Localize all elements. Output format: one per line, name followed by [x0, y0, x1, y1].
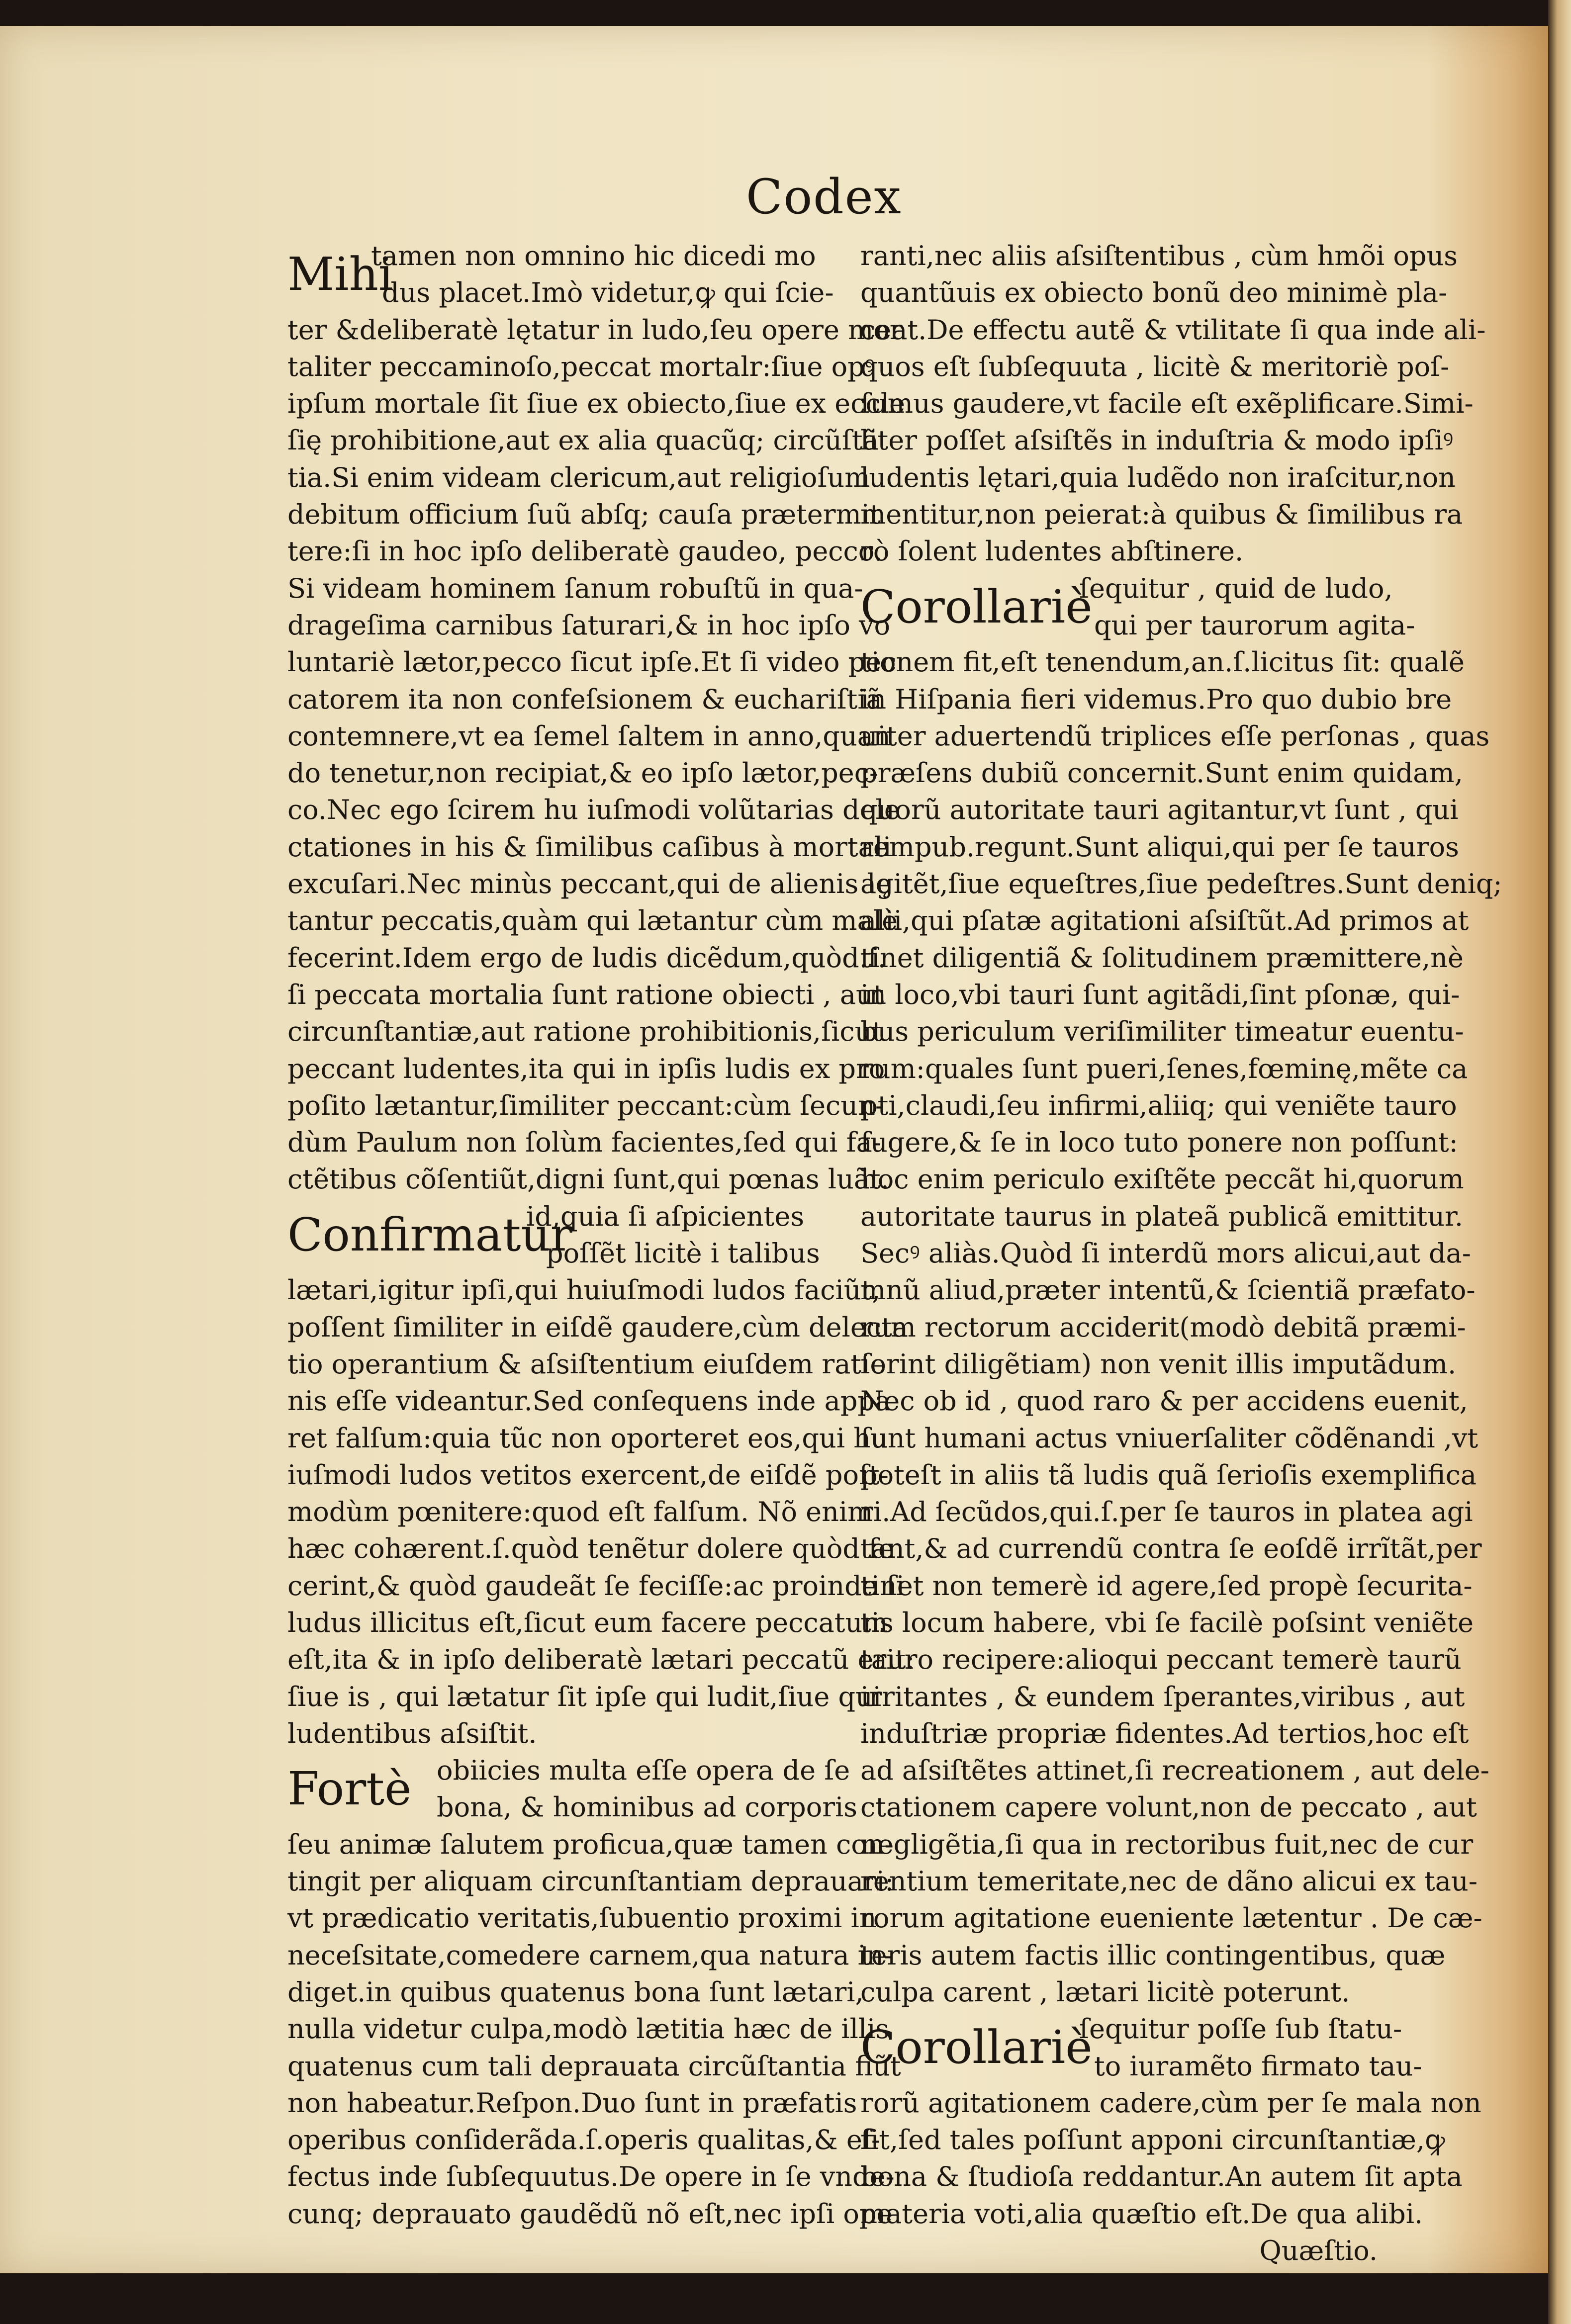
initial-word: Confirmatur [287, 1208, 572, 1261]
text-line: luntariè lætor,pecco ſicut ipſe.Et ſi video pec [287, 646, 897, 678]
text-line: tantur peccatis,quàm qui lætantur cùm malè [287, 905, 898, 937]
text-line: ctationes in his & ſimilibus caſibus à mortali [287, 831, 892, 863]
text-line: tinet diligentiã & ſolitudinem præmittere,nè [860, 942, 1464, 974]
text-line: ctẽtibus cõſentiũt,digni ſunt,qui pœnas luãt. [287, 1163, 889, 1195]
text-line: tauro recipere:alioqui peccant temerè taurũ [860, 1644, 1462, 1676]
text-line: ludentis lętari,quia ludẽdo non iraſcitur,non [860, 461, 1456, 493]
text-line: rorũ agitationem cadere,cùm per ſe mala non [860, 2087, 1481, 2119]
text-line: ſit,ſed tales poſſunt apponi circunſtantiæ,ꝙ [860, 2124, 1445, 2156]
text-line: ſię prohibitione,aut ex alia quacũq; circũſtã [287, 425, 879, 456]
text-line: rempub.regunt.Sunt aliqui,qui per ſe tauros [860, 831, 1459, 863]
text-line: ludus illicitus eſt,ſicut eum facere peccatum [287, 1607, 888, 1638]
text-line: drageſima carnibus ſaturari,& in hoc ipſo vo [287, 609, 891, 641]
catchword: Quæſtio. [1259, 2235, 1378, 2267]
text-line: ter &deliberatè lętatur in ludo,ſeu opere mor [287, 314, 903, 346]
text-line: poſito lætantur,ſimiliter peccant:cùm ſecun- [287, 1089, 885, 1121]
paragraph-lines [860, 644, 1502, 2011]
paragraph-corollarie-1 [860, 570, 1415, 644]
text-line: co.Nec ego ſcirem hu iuſmodi volũtarias dele [287, 794, 900, 826]
text-line: quorũ autoritate tauri agitantur,vt ſunt , qui [860, 794, 1459, 826]
text-line: ceat.De effectu autẽ & vtilitate ſi qua inde ali- [860, 314, 1486, 346]
paragraph-mihi [287, 238, 834, 312]
text-line: ctationem capere volunt,non de peccato , aut [860, 1791, 1477, 1823]
text-line: neceſsitate,comedere carnem,qua natura in- [287, 1939, 893, 1971]
text-line: rorum agitatione eueniente lætentur . De cæ- [860, 1902, 1482, 1934]
paragraph-lines [860, 238, 1486, 570]
paragraph-confirmatur [287, 1198, 820, 1272]
text-line: ret falſum:quia tũc non oporteret eos,qui hu [287, 1422, 888, 1454]
text-line: quatenus cum tali deprauata circũſtantia fiũt [287, 2050, 901, 2082]
text-line: fecerint.Idem ergo de ludis dicẽdum,quòd.ſ. [287, 942, 887, 974]
text-line: lætari,igitur ipſi,qui huiuſmodi ludos faciũt, [287, 1274, 881, 1306]
text-line: bus periculum veriſimiliter timeatur euentu- [860, 1016, 1464, 1048]
text-line: taliter peccaminoſo,peccat mortalr:ſiue opꝰ [287, 351, 875, 382]
text-line: Secꝰ aliàs.Quòd ſi interdũ mors alicui,aut da- [860, 1238, 1471, 1269]
text-line: ranti,nec aliis aſsiſtentibus , cùm hmõi opus [860, 240, 1458, 271]
text-line: peccant ludentes,ita qui in ipſis ludis ex pro [287, 1053, 885, 1084]
text-line: circunſtantiæ,aut ratione prohibitionis,ſicut [287, 1016, 883, 1048]
paragraph-lines [287, 1826, 901, 2233]
text-line: ſumus gaudere,vt facile eſt exẽplificare.Simi- [860, 388, 1474, 420]
text-line: iuſmodi ludos vetitos exercent,de eiſdẽ poſt- [287, 1459, 889, 1491]
text-line: nis eſſe videantur.Sed conſequens inde appa [287, 1385, 891, 1417]
text-line: ipſum mortale ſit ſiue ex obiecto,ſiue ex eccle [287, 388, 905, 420]
text-line: modùm pœnitere:quod eſt falſum. Nõ enim [287, 1496, 873, 1528]
text-line: do tenetur,non recipiat,& eo ipſo lætor,pec- [287, 757, 879, 789]
text-line: ſequitur poſſe ſub ſtatu- [1079, 2013, 1402, 2045]
text-line: fugere,& ſe in loco tuto ponere non poſſunt: [860, 1127, 1458, 1159]
text-line: in loco,vbi tauri ſunt agitãdi,ſint pſonæ, qui- [860, 979, 1460, 1010]
text-line: catorem ita non confeſsionem & euchariſtiã [287, 683, 882, 715]
text-line: operibus conſiderãda.ſ.operis qualitas,& ef- [287, 2124, 881, 2156]
text-line: agitẽt,ſiue equeſtres,ſiue pedeſtres.Sunt deniq; [860, 868, 1502, 900]
text-line: pti,claudi,ſeu infirmi,aliiq; qui veniẽte tauro [860, 1089, 1457, 1121]
text-line: culpa carent , lætari licitè poterunt. [860, 1976, 1350, 2008]
text-line: obiicies multa eſſe opera de ſe [437, 1755, 850, 1787]
text-line: id,quia ſi aſpicientes [526, 1200, 805, 1232]
initial-word: Corollariè [860, 2021, 1093, 2074]
text-line: poſſent ſimiliter in eiſdẽ gaudere,cùm delecta [287, 1311, 908, 1343]
text-line: rum rectorum acciderit(modò debitã præmi- [860, 1311, 1466, 1343]
text-line: poſſẽt licitè i talibus [546, 1238, 820, 1269]
initial-word: Fortè [287, 1762, 412, 1816]
text-line: debitum officium ſuũ abſq; cauſa prætermit [287, 499, 881, 531]
text-line: ſerint diligẽtiam) non venit illis imputãdum. [860, 1348, 1457, 1380]
text-line: non habeatur.Reſpon.Duo ſunt in præfatis [287, 2087, 857, 2119]
text-line: ri.Ad ſecũdos,qui.ſ.per ſe tauros in platea agi [860, 1496, 1473, 1528]
text-line: alii,qui pſatæ agitationi aſsiſtũt.Ad primos at [860, 905, 1469, 937]
text-line: to iuramẽto firmato tau- [1094, 2050, 1422, 2082]
text-line: teris autem factis illic contingentibus, quæ [860, 1939, 1446, 1971]
text-line: ſunt humani actus vniuerſaliter cõdẽnandi ,vt [860, 1422, 1479, 1454]
text-line: præſens dubiũ concernit.Sunt enim quidam, [860, 757, 1463, 789]
text-line: induſtriæ propriæ fidentes.Ad tertios,hoc eſt [860, 1717, 1469, 1749]
text-line: dus placet.Imò videtur,ꝙ qui ſcie- [382, 277, 834, 309]
text-line: hæc cohærent.ſ.quòd tenẽtur dolere quòd fe [287, 1533, 895, 1565]
paragraph-lines [287, 312, 905, 1198]
text-line: qui per taurorum agita- [1094, 609, 1415, 641]
text-line: autoritate taurus in plateã publicã emittitur. [860, 1200, 1464, 1232]
text-line: ſequitur , quid de ludo, [1079, 572, 1393, 604]
left-column [287, 238, 915, 2233]
text-line: tis locum habere, vbi ſe facilè poſsint veniẽte [860, 1607, 1474, 1638]
text-line: tia.Si enim videam clericum,aut religioſum [287, 461, 870, 493]
page-header: Codex [746, 169, 902, 225]
text-line: fectus inde ſubſequutus.De opere in ſe vnde- [287, 2161, 895, 2193]
text-line: contemnere,vt ea ſemel ſaltem in anno,quan [287, 720, 891, 752]
initial-word: Corollariè [860, 580, 1093, 633]
text-line: tinet non temerè id agere,ſed propè ſecurita- [860, 1570, 1473, 1602]
text-line: ad aſsiſtẽtes attinet,ſi recreationem , aut dele- [860, 1755, 1489, 1787]
text-line: cerint,& quòd gaudeãt ſe feciſſe:ac proinde ſi [287, 1570, 905, 1602]
paragraph-corollarie-2 [860, 2011, 1422, 2085]
text-line: poteſt in aliis tã ludis quã ſerioſis exemplifica [860, 1459, 1477, 1491]
text-line: nulla videtur culpa,modò lætitia hæc de illis [287, 2013, 890, 2045]
text-line: negligẽtia,ſi qua in rectoribus fuit,nec de cur [860, 1828, 1474, 1860]
text-line: tant,& ad currendũ contra ſe eoſdẽ irrĩtãt,per [860, 1533, 1482, 1565]
text-line: tio operantium & aſsiſtentium eiuſdem ratio [287, 1348, 886, 1380]
text-line: rentium temeritate,nec de dãno alicui ex tau- [860, 1866, 1478, 1897]
paragraph-lines [860, 2085, 1481, 2233]
text-line: bona, & hominibus ad corporis [437, 1791, 858, 1823]
text-line: quos eſt ſubſequuta , licitè & meritoriè poſ- [860, 351, 1450, 382]
text-line: Nec ob id , quod raro & per accidens euenit, [860, 1385, 1468, 1417]
paragraph-forte [287, 1752, 858, 1826]
text-line: quantũuis ex obiecto bonũ deo minimè pla- [860, 277, 1448, 309]
text-line: materia voti,alia quæſtio eſt.De qua alibi. [860, 2198, 1423, 2230]
text-line: tingit per aliquam circunſtantiam deprauari: [287, 1866, 894, 1897]
text-line: ſi peccata mortalia ſunt ratione obiecti , aut [287, 979, 884, 1010]
text-line: rum:quales ſunt pueri,ſenes,fœminę,mẽte ca [860, 1053, 1468, 1084]
text-line: uiter aduertendũ triplices eſſe perſonas , quas [860, 720, 1490, 752]
page-edge [1548, 0, 1571, 2324]
text-line: Si videam hominem ſanum robuſtũ in qua- [287, 572, 863, 604]
text-line: liter poſſet aſsiſtẽs in induſtria & modo ipſiꝰ [860, 425, 1454, 456]
text-line: mentitur,non peierat:à quibus & ſimilibus ra [860, 499, 1463, 531]
text-line: cunq; deprauato gaudẽdũ nõ eſt,nec ipſi ope [287, 2198, 893, 2230]
text-line: rò ſolent ludentes abſtinere. [860, 536, 1244, 567]
text-line: tionem fit,eſt tenendum,an.ſ.licitus ſit: qualẽ [860, 646, 1465, 678]
text-line: tere:ſi in hoc ipſo deliberatè gaudeo, pecco. [287, 536, 883, 567]
text-line: tamen non omnino hic dicedi mo [371, 240, 816, 271]
text-line: bona & ſtudioſa reddantur.An autem ſit apta [860, 2161, 1463, 2193]
text-line: ludentibus aſsiſtit. [287, 1717, 537, 1749]
paragraph-lines [287, 1272, 915, 1752]
text-line: ſeu animæ ſalutem proficua,quæ tamen con- [287, 1828, 894, 1860]
text-line: ſiue is , qui lætatur ſit ipſe qui ludit,ſiue qui [287, 1681, 882, 1712]
text-line: diget.in quibus quatenus bona ſunt lætari, [287, 1976, 864, 2008]
right-column [860, 238, 1502, 2269]
text-line: irritantes , & eundem ſperantes,viribus , aut [860, 1681, 1465, 1712]
text-line: in Hiſpania fieri videmus.Pro quo dubio bre [860, 683, 1452, 715]
text-line: hoc enim periculo exiſtẽte peccãt hi,quorum [860, 1163, 1464, 1195]
text-line: excuſari.Nec minùs peccant,qui de alienis lę [287, 868, 892, 900]
text-line: mnũ aliud,præter intentũ,& ſcientiã præfato- [860, 1274, 1476, 1306]
text-line: dùm Paulum non ſolùm facientes,ſed qui fa- [287, 1127, 882, 1159]
initial-word: Mihi [287, 248, 393, 301]
text-line: eſt,ita & in ipſo deliberatè lætari peccatũ erit: [287, 1644, 915, 1676]
text-line: vt prædicatio veritatis,ſubuentio proximi in [287, 1902, 877, 1934]
